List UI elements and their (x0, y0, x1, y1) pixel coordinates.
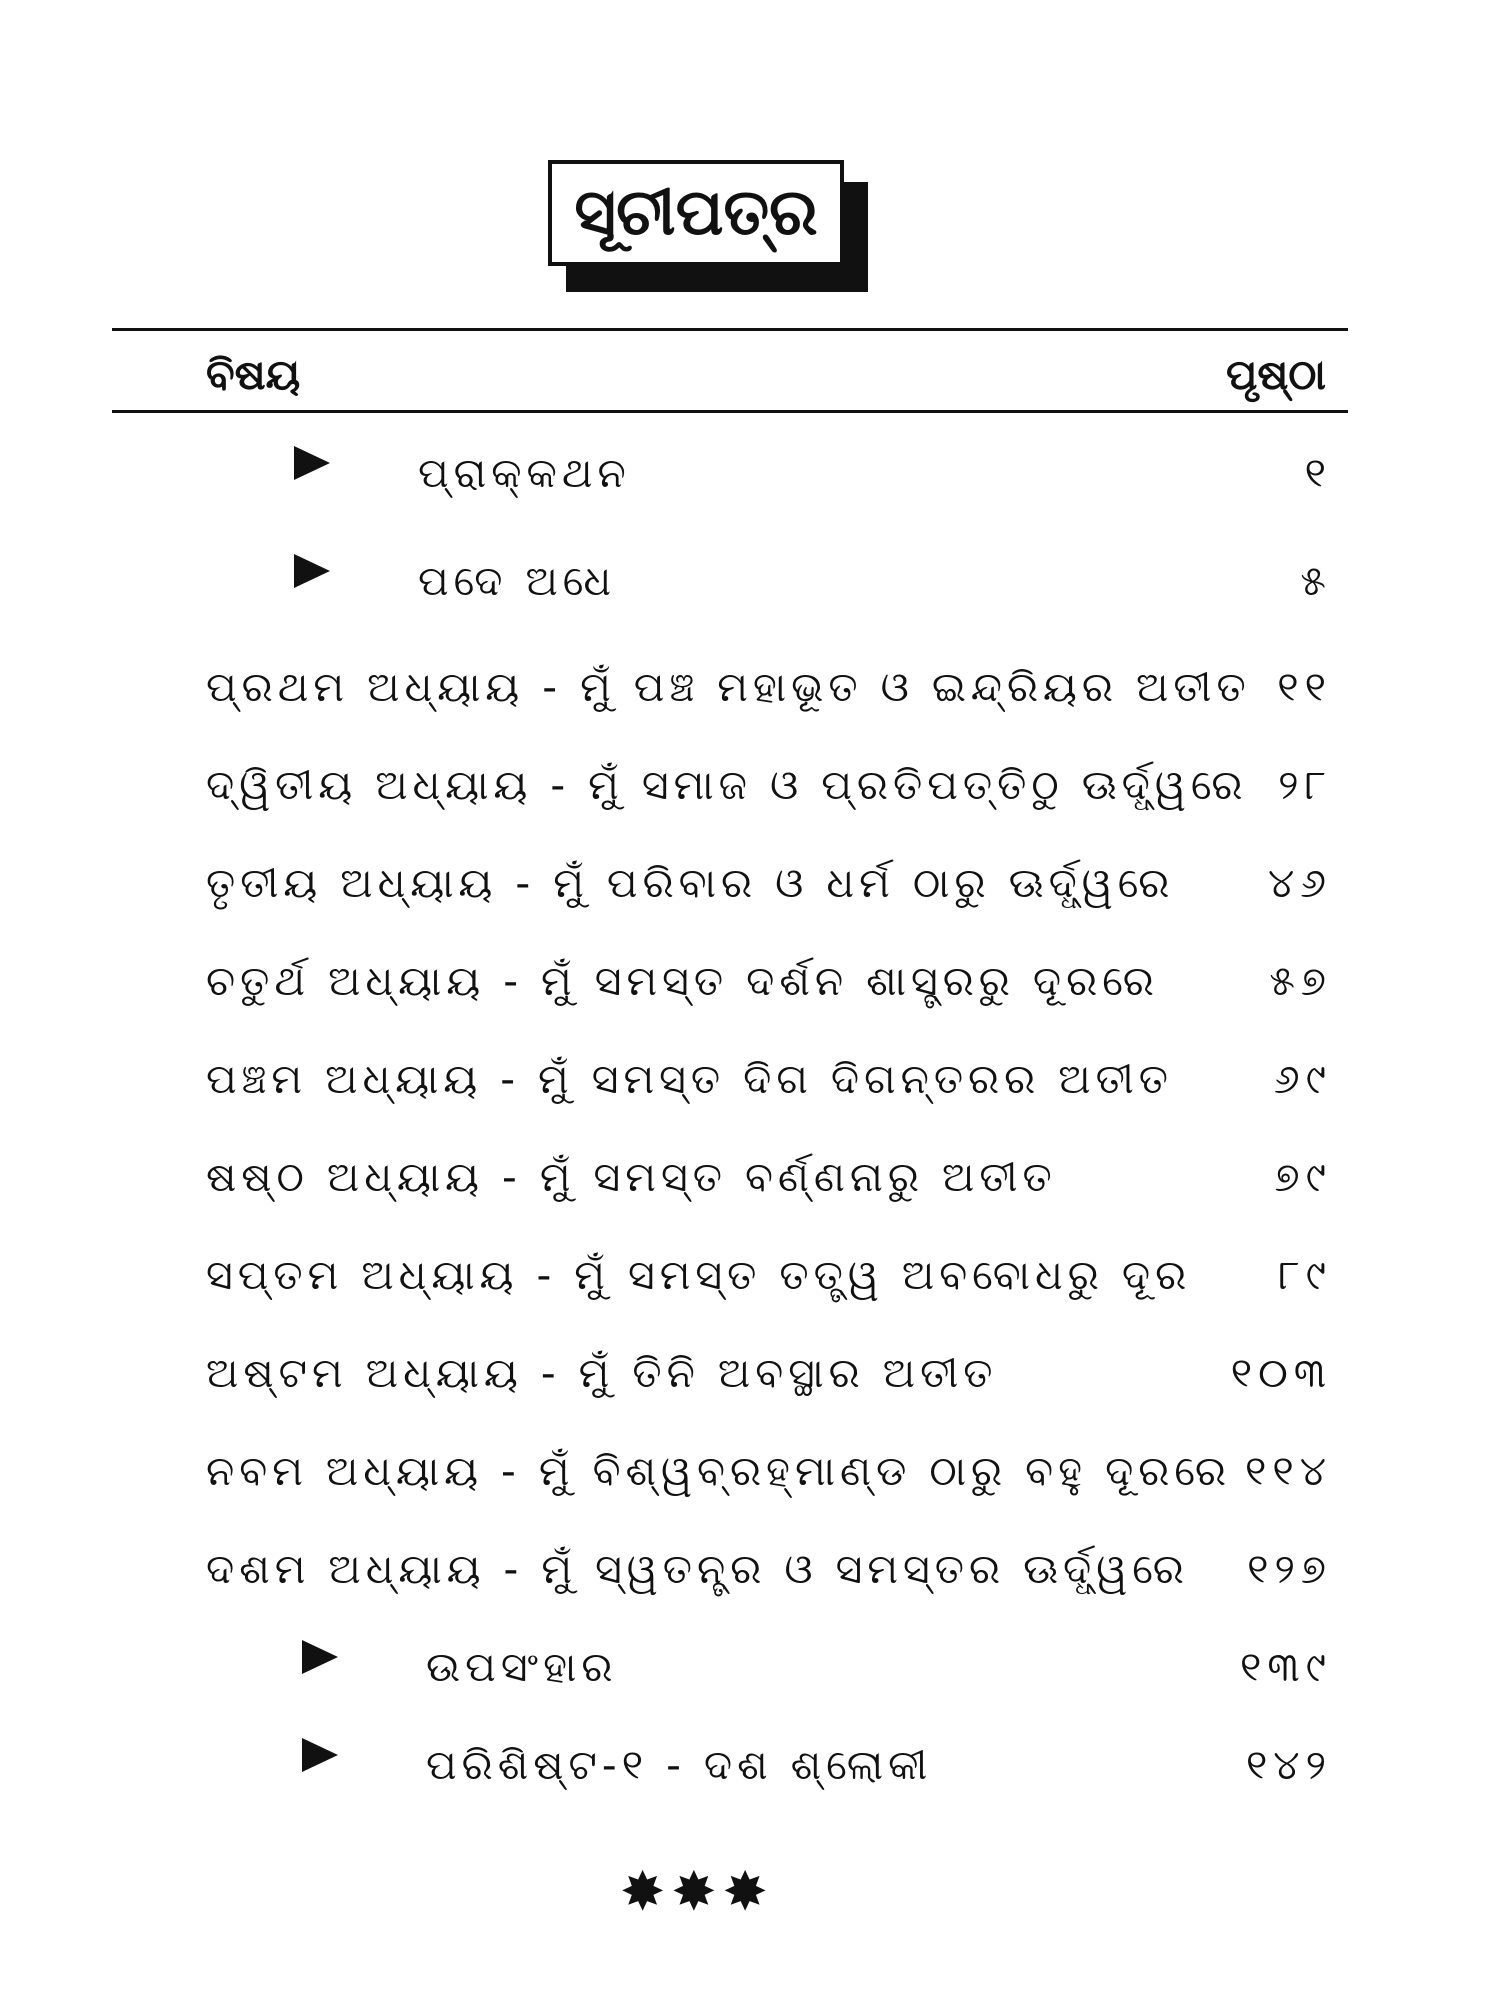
entry-page: ୮୯ (1278, 1251, 1332, 1299)
toc-entry[interactable] (0, 1142, 1500, 1212)
bullet-arrow-icon (302, 1640, 338, 1674)
toc-entry[interactable] (0, 1632, 1500, 1702)
toc-entry[interactable] (0, 946, 1500, 1016)
toc-entry[interactable] (0, 1534, 1500, 1604)
page-title: ସୂଚୀପତ୍ର (548, 160, 844, 266)
entry-title: ଦଶମ ଅଧ୍ୟାୟ - ମୁଁ ସ୍ୱତନ୍ତ୍ର ଓ ସମସ୍ତର ଊର୍ଦ୍ଧ୍ୱରେ (206, 1545, 1189, 1593)
toc-entry[interactable] (0, 1730, 1500, 1800)
entry-title: ପରିଶିଷ୍ଟ-୧ - ଦଶ ଶ୍ଲୋକୀ (426, 1741, 933, 1789)
entry-page: ୧୩୯ (1240, 1643, 1332, 1691)
entry-page: ୧୦୩ (1230, 1349, 1332, 1397)
entry-title: ଉପସଂହାର (426, 1643, 618, 1691)
toc-entry[interactable] (0, 1436, 1500, 1506)
entry-title: ପଦେ ଅଧେ (418, 557, 617, 605)
toc-entry[interactable] (0, 438, 1500, 508)
toc-entry[interactable] (0, 546, 1500, 616)
entry-title: ପ୍ରଥମ ଅଧ୍ୟାୟ - ମୁଁ ପଞ୍ଚ ମହାଭୂତ ଓ ଇନ୍ଦ୍ରିୟର ଅତୀତ (206, 663, 1251, 711)
bullet-arrow-icon (294, 446, 330, 480)
bullet-arrow-icon (294, 554, 330, 588)
entry-page: ୭୯ (1274, 1153, 1332, 1201)
end-ornament: ✸✸✸ (620, 1860, 774, 1923)
entry-title: ପଞ୍ଚମ ଅଧ୍ୟାୟ - ମୁଁ ସମସ୍ତ ଦିଗ ଦିଗନ୍ତରର ଅତୀତ (206, 1055, 1174, 1103)
entry-page: ୧୧୪ (1244, 1447, 1332, 1495)
entry-page: ୧୨୭ (1247, 1545, 1332, 1593)
entry-title: ତୃତୀୟ ଅଧ୍ୟାୟ - ମୁଁ ପରିବାର ଓ ଧର୍ମ ଠାରୁ ଊର୍ଦ୍ଧ୍ୱରେ (206, 859, 1175, 907)
bullet-arrow-icon (302, 1738, 338, 1772)
toc-entry[interactable] (0, 1338, 1500, 1408)
subject-column-header: ବିଷୟ (206, 350, 301, 399)
entry-page: ୪୬ (1267, 859, 1332, 907)
toc-entry[interactable] (0, 652, 1500, 722)
page-column-header: ପୃଷ୍ଠା (1225, 350, 1326, 399)
entry-title: ପ୍ରାକ୍‌କଥନ (418, 449, 631, 497)
entry-title: ଚତୁର୍ଥ ଅଧ୍ୟାୟ - ମୁଁ ସମସ୍ତ ଦର୍ଶନ ଶାସ୍ତ୍ରରୁ ଦୂରରେ (206, 957, 1159, 1005)
entry-title: ଅଷ୍ଟମ ଅଧ୍ୟାୟ - ମୁଁ ତିନି ଅବସ୍ଥାର ଅତୀତ (206, 1349, 998, 1397)
entry-title: ସପ୍ତମ ଅଧ୍ୟାୟ - ମୁଁ ସମସ୍ତ ତତ୍ତ୍ୱ ଅବବୋଧରୁ ଦୂର (206, 1251, 1192, 1299)
entry-page: ୨୮ (1278, 761, 1332, 809)
entry-title: ନବମ ଅଧ୍ୟାୟ - ମୁଁ ବିଶ୍ୱବ୍ରହ୍ମାଣ୍ଡ ଠାରୁ ବହୁ ଦୂରରେ (206, 1447, 1231, 1495)
entry-page: ୬୯ (1273, 1055, 1332, 1103)
toc-entry[interactable] (0, 1240, 1500, 1310)
entry-title: ଷଷ୍ଠ ଅଧ୍ୟାୟ - ମୁଁ ସମସ୍ତ ବର୍ଣ୍ଣନାରୁ ଅତୀତ (206, 1153, 1057, 1201)
entry-page: ୧ (1304, 449, 1332, 497)
toc-entry[interactable] (0, 1044, 1500, 1114)
entry-page: ୫୭ (1269, 957, 1332, 1005)
entry-page: ୧୪୨ (1245, 1741, 1332, 1789)
entry-title: ଦ୍ୱିତୀୟ ଅଧ୍ୟାୟ - ମୁଁ ସମାଜ ଓ ପ୍ରତିପତ୍ତିଠୁ ଊର୍ଦ୍ଧ୍ୱରେ (206, 761, 1248, 809)
toc-entry[interactable] (0, 848, 1500, 918)
toc-entry[interactable] (0, 750, 1500, 820)
entry-page: ୧୧ (1277, 663, 1332, 711)
entry-page: ୫ (1300, 557, 1332, 605)
